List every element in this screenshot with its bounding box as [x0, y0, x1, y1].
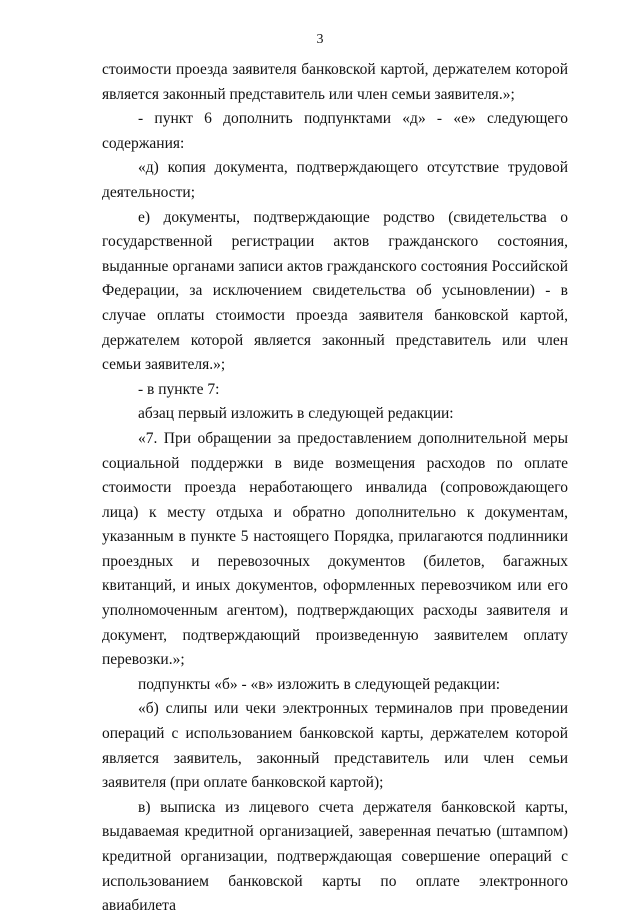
paragraph: е) документы, подтверждающие родство (свидетельства о государственной регистрации актов гражданского состояния, выданные органами записи актов гражданского состояния Российской Федерации, за исключением свидетельства об усыновлении) - в случае оплаты стоимости проезда заявителя банковской картой, держателем которой является законный представитель или член семьи заявителя.»; — [102, 208, 568, 374]
paragraph: «д) копия документа, подтверждающего отсутствие трудовой деятельности; — [102, 159, 568, 201]
paragraph: - пункт 6 дополнить подпунктами «д» - «е» следующего содержания: — [102, 110, 568, 152]
paragraph: подпункты «б» - «в» изложить в следующей редакции: — [138, 675, 501, 693]
paragraph: абзац первый изложить в следующей редакции: — [138, 405, 454, 423]
page-number: 3 — [316, 32, 324, 47]
paragraph: «б) слипы или чеки электронных терминалов при проведении операций с использованием банковской карты, держателем которой является заявитель, законный представитель или член семьи заявителя (при оплате банковской картой); — [102, 700, 568, 792]
paragraph: стоимости проезда заявителя банковской картой, держателем которой является законный представитель или член семьи заявителя.»; — [102, 61, 568, 103]
paragraph: в) выписка из лицевого счета держателя банковской карты, выдаваемая кредитной организацией, заверенная печатью (штампом) кредитной организации, подтверждающая совершение операций с использованием банковской карты по оплате электронного авиабилета — [102, 798, 568, 915]
paragraph: - в пункте 7: — [138, 380, 220, 398]
document-body — [102, 58, 568, 919]
paragraph: «7. При обращении за предоставлением дополнительной меры социальной поддержки в виде возмещения расходов по оплате стоимости проезда неработающего инвалида (сопровождающего лица) к месту отдыха и обратно дополнительно к документам, указанным в пункте 5 настоящего Порядка, прилагаются подлинники проездных и перевозочных документов (билетов, багажных квитанций, и иных документов, оформленных перевозчиком или его уполномоченным агентом), подтверждающих расходы заявителя и документ, подтверждающий произведенную заявителем оплату перевозки.»; — [102, 429, 568, 669]
